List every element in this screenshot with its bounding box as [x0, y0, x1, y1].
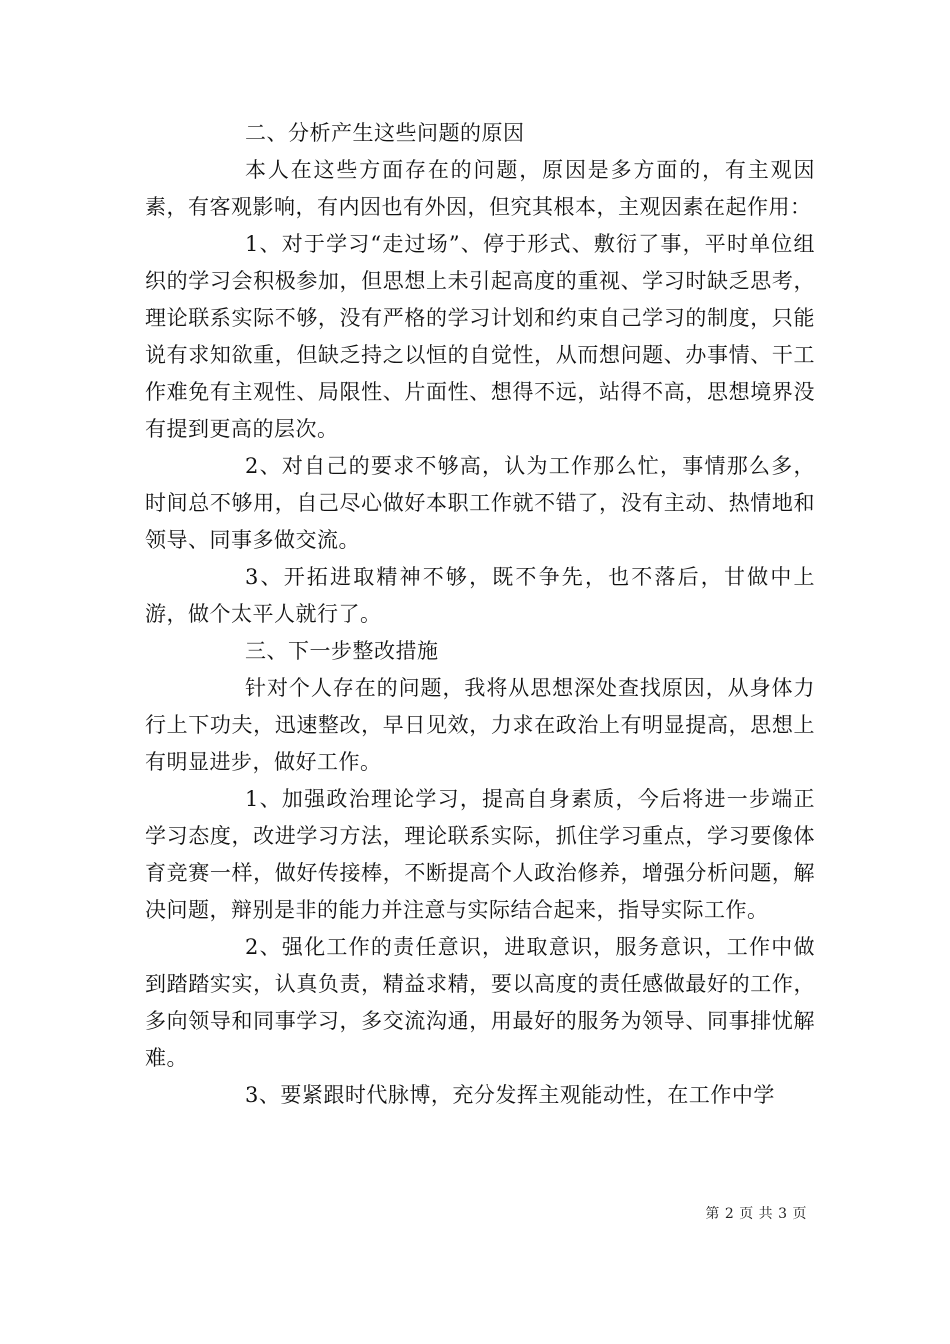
paragraph-measures-intro: 针对个人存在的问题，我将从思想深处查找原因，从身体力行上下功夫，迅速整改，早日见效，力求在政治上有明显提高，思想上有明显进步，做好工作。	[145, 676, 815, 774]
section-heading-causes: 二、分析产生这些问题的原因	[245, 121, 525, 145]
document-body	[145, 115, 815, 1114]
paragraph-measure-1: 1、加强政治理论学习，提高自身素质，今后将进一步端正学习态度，改进学习方法，理论联系实际，抓住学习重点，学习要像体育竞赛一样，做好传接棒，不断提高个人政治修养，增强分析问题，解决问题，辩别是非的能力并注意与实际结合起来，指导实际工作。	[145, 787, 815, 922]
paragraph-cause-3: 3、开拓进取精神不够，既不争先，也不落后，甘做中上游，做个太平人就行了。	[145, 565, 815, 626]
paragraph-causes-intro: 本人在这些方面存在的问题，原因是多方面的，有主观因素，有客观影响，有内因也有外因，但究其根本，主观因素在起作用：	[145, 158, 815, 219]
paragraph-cause-2: 2、对自己的要求不够高，认为工作那么忙，事情那么多，时间总不够用，自己尽心做好本职工作就不错了，没有主动、热情地和领导、同事多做交流。	[145, 454, 815, 552]
paragraph-measure-2: 2、强化工作的责任意识，进取意识，服务意识，工作中做到踏踏实实，认真负责，精益求精，要以高度的责任感做最好的工作，多向领导和同事学习，多交流沟通，用最好的服务为领导、同事排忧解难。	[145, 935, 815, 1070]
paragraph-measure-3: 3、要紧跟时代脉博，充分发挥主观能动性，在工作中学	[245, 1083, 775, 1107]
paragraph-cause-1: 1、对于学习“走过场”、停于形式、敷衍了事，平时单位组织的学习会积极参加，但思想上未引起高度的重视、学习时缺乏思考，理论联系实际不够，没有严格的学习计划和约束自己学习的制度，只能说有求知欲重，但缺乏持之以恒的自觉性，从而想问题、办事情、干工作难免有主观性、局限性、片面性、想得不远，站得不高，思想境界没有提到更高的层次。	[145, 232, 815, 441]
page-number-footer: 第 2 页 共 3 页	[705, 1206, 807, 1222]
section-heading-measures: 三、下一步整改措施	[245, 639, 439, 663]
